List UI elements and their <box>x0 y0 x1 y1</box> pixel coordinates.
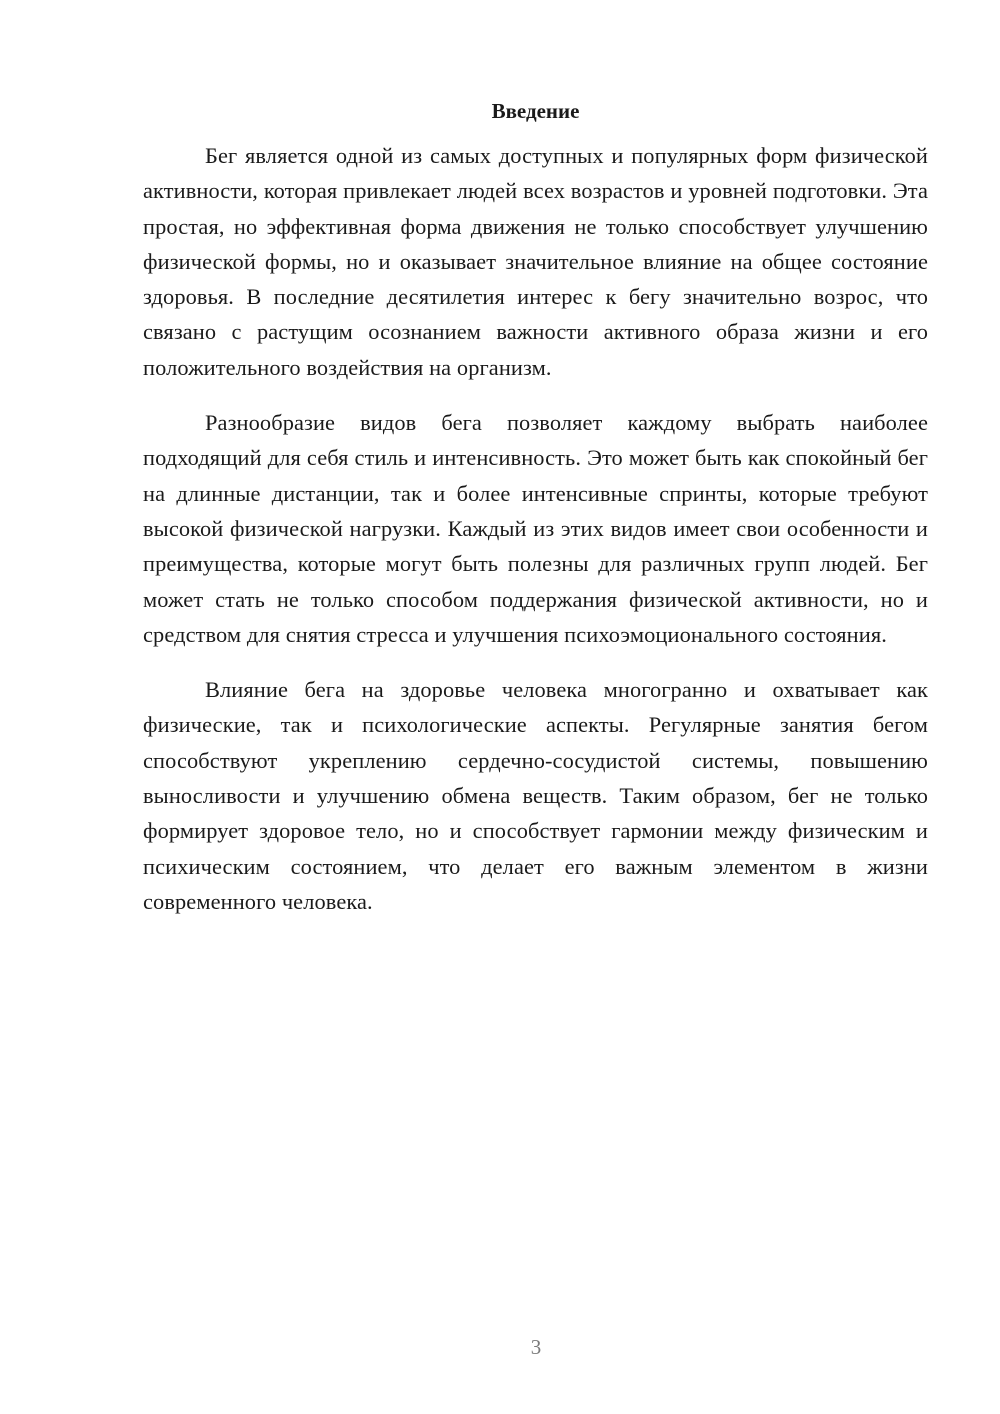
paragraph-2: Разнообразие видов бега позволяет каждому выбрать наиболее подходящий для себя стиль и интенсивность. Это может быть как спокойный бег на длинные дистанции, так и более интенсивные спринты, которые требуют высокой физической нагрузки. Каждый из этих видов имеет свои особенности и преимущества, которые могут быть полезны для различных групп людей. Бег может стать не только способом поддержания физической активности, но и средством для снятия стресса и улучшения психоэмоционального состояния. <box>143 410 928 647</box>
section-heading: Введение <box>491 99 580 123</box>
paragraph-3: Влияние бега на здоровье человека многогранно и охватывает как физические, так и психологические аспекты. Регулярные занятия бегом способствуют укреплению сердечно-сосудистой системы, повышению выносливости и улучшению обмена веществ. Таким образом, бег не только формирует здоровое тело, но и способствует гармонии между физическим и психическим состоянием, что делает его важным элементом в жизни современного человека. <box>143 677 928 914</box>
paragraph-1: Бег является одной из самых доступных и популярных форм физической активности, которая привлекает людей всех возрастов и уровней подготовки. Эта простая, но эффективная форма движения не только способствует улучшению физической формы, но и оказывает значительное влияние на общее состояние здоровья. В последние десятилетия интерес к бегу значительно возрос, что связано с растущим осознанием важности активного образа жизни и его положительного воздействия на организм. <box>143 143 928 380</box>
page-content <box>143 96 928 939</box>
page-number: 3 <box>530 1335 542 1359</box>
